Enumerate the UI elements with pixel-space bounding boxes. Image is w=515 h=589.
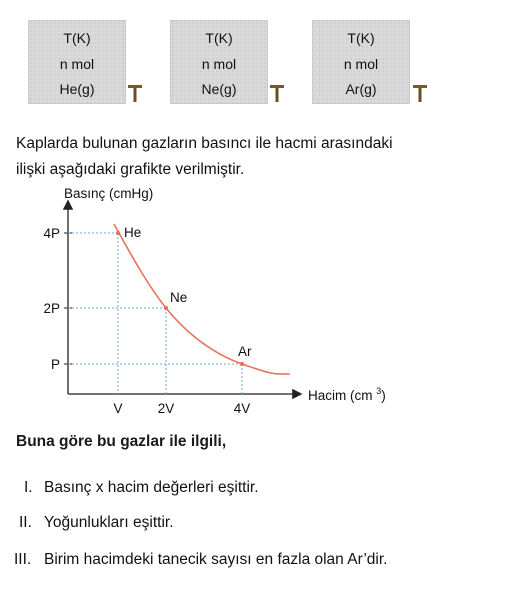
point-label: He [124, 225, 142, 240]
statement-number: II. [19, 514, 32, 531]
description-line-1: Kaplarda bulunan gazların basıncı ile hacmi arasındaki [16, 135, 393, 152]
data-point-ar [240, 362, 244, 366]
container-gas: He(g) [59, 81, 95, 97]
y-tick-label: 4P [43, 226, 60, 241]
pressure-volume-chart [0, 180, 515, 420]
data-point-ne [164, 306, 168, 310]
y-tick-label: 2P [43, 301, 60, 316]
container-moles: n mol [59, 56, 95, 72]
container-ar [312, 20, 410, 104]
container-ne [170, 20, 268, 104]
description-line-2: ilişki aşağıdaki grafikte verilmiştir. [16, 161, 245, 178]
statement-text: Yoğunlukları eşittir. [44, 514, 174, 531]
statement-number: I. [24, 479, 33, 496]
x-tick-label: 2V [157, 401, 175, 416]
container-temperature: T(K) [347, 30, 375, 46]
container-temperature: T(K) [205, 30, 233, 46]
container-moles: n mol [201, 56, 237, 72]
container-moles: n mol [343, 56, 379, 72]
valve-icon [413, 84, 427, 102]
data-point-he [116, 231, 120, 235]
statement-text: Basınç x hacim değerleri eşittir. [44, 479, 259, 496]
statement-text: Birim hacimdeki tanecik sayısı en fazla olan Ar’dir. [44, 551, 388, 568]
question-stem: Buna göre bu gazlar ile ilgili, [16, 433, 227, 450]
pv-curve [114, 224, 290, 374]
container-gas: Ne(g) [201, 81, 237, 97]
valve-icon [128, 84, 142, 102]
statement-number: III. [14, 551, 32, 568]
container-temperature: T(K) [63, 30, 91, 46]
y-axis-label: Basınç (cmHg) [64, 186, 154, 201]
point-label: Ar [238, 344, 252, 359]
container-gas: Ar(g) [345, 81, 377, 97]
x-axis-label: Hacim (cm $^3$) [308, 386, 386, 403]
point-label: Ne [170, 290, 188, 305]
x-tick-label: 4V [233, 401, 251, 416]
y-tick-label: P [50, 357, 60, 372]
x-tick-label: V [113, 401, 123, 416]
container-he [28, 20, 126, 104]
valve-icon [270, 84, 284, 102]
